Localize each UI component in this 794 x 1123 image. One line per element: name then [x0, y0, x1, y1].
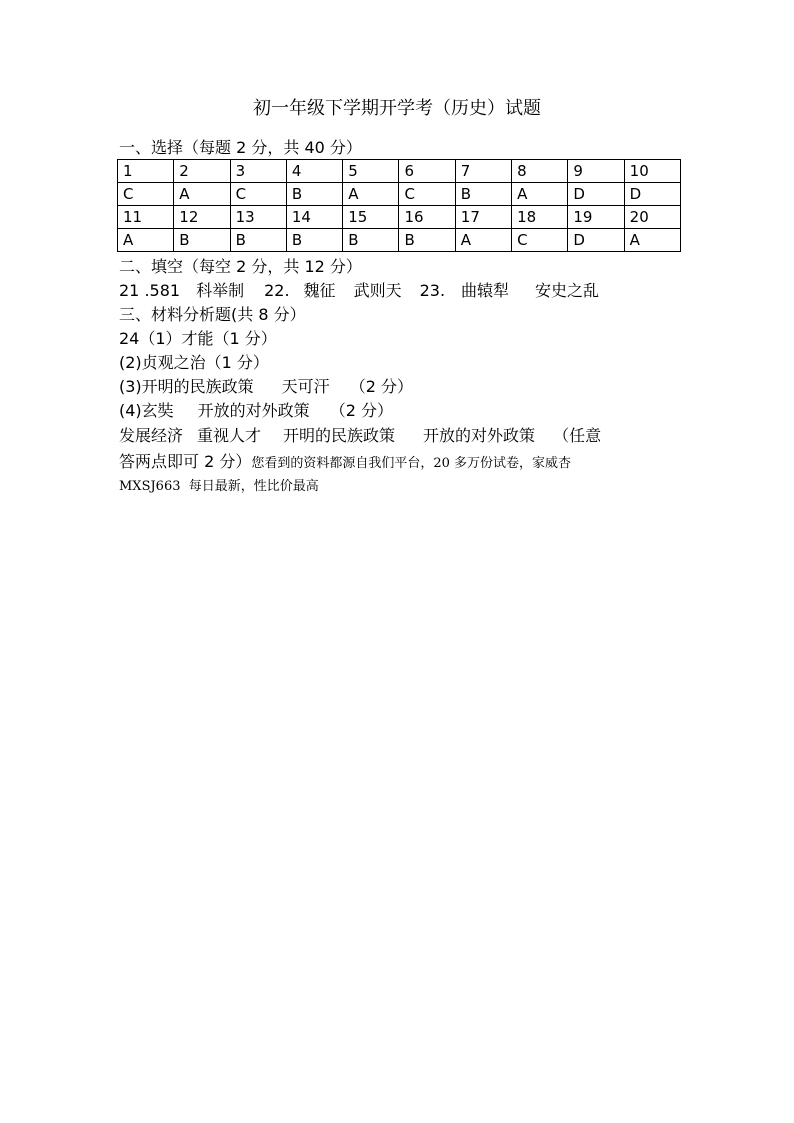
answer-cell: D [568, 229, 624, 252]
question-number-cell: 3 [230, 160, 286, 183]
answer-cell: C [399, 183, 455, 206]
q22-answer-a: 魏征 [303, 281, 336, 300]
section2-heading: 二、填空（每空 2 分，共 12 分） [119, 257, 362, 276]
q24-part5-answer-c: 开明的民族政策 [283, 426, 396, 445]
answer-cell: A [624, 229, 680, 252]
question-number-cell: 4 [286, 160, 342, 183]
answer-cell: B [230, 229, 286, 252]
page-title: 初一年级下学期开学考（历史）试题 [253, 98, 541, 119]
answer-cell: B [286, 183, 342, 206]
section3-heading: 三、材料分析题(共 8 分） [119, 305, 306, 324]
answer-table-row [118, 206, 681, 229]
answer-table-row [118, 183, 681, 206]
question-number-cell: 6 [399, 160, 455, 183]
q24-part3 [119, 377, 413, 397]
q24-part5-score: 答两点即可 2 分） [119, 452, 252, 471]
q24-part5-answer-d: 开放的对外政策 [423, 426, 536, 445]
footer-notice: 您看到的资料都源自我们平台，20 多万份试卷，家威杏 [251, 456, 572, 471]
answer-cell: B [174, 229, 230, 252]
question-number-cell: 17 [455, 206, 511, 229]
q24-part4-answer-a: (4)玄奘 [119, 401, 174, 420]
q24-part3-answer-b: 天可汗 [281, 377, 330, 396]
question-number-cell: 8 [512, 160, 568, 183]
q24-part3-answer-a: (3)开明的民族政策 [119, 377, 254, 396]
question-number-cell: 5 [343, 160, 399, 183]
question-number-cell: 10 [624, 160, 680, 183]
q24-part3-score: （2 分） [349, 377, 413, 396]
question-number-cell: 13 [230, 206, 286, 229]
q22-answer-b: 武则天 [353, 281, 402, 300]
q24-part5 [119, 426, 601, 446]
question-number-cell: 2 [174, 160, 230, 183]
question-number-cell: 18 [512, 206, 568, 229]
q24-part1: 24（1）才能（1 分） [119, 329, 277, 348]
answer-cell: A [343, 183, 399, 206]
q24-part5-answer-b: 重视人才 [197, 426, 262, 445]
answer-table-row [118, 229, 681, 252]
q24-part4-answer-b: 开放的对外政策 [197, 401, 310, 420]
answer-cell: A [118, 229, 174, 252]
question-number-cell: 9 [568, 160, 624, 183]
question-number-cell: 15 [343, 206, 399, 229]
q24-part2: (2)贞观之治（1 分） [119, 353, 269, 372]
answer-cell: B [399, 229, 455, 252]
fill-blank-answers [119, 281, 599, 301]
question-number-cell: 16 [399, 206, 455, 229]
section1-heading: 一、选择（每题 2 分，共 40 分） [119, 138, 362, 157]
answer-cell: D [624, 183, 680, 206]
answer-cell: C [230, 183, 286, 206]
q24-part5-answer-a: 发展经济 [119, 426, 184, 445]
answer-cell: B [455, 183, 511, 206]
q24-part4-score: （2 分） [329, 401, 393, 420]
q21-label: 21 .581 [119, 281, 181, 300]
answer-cell: B [286, 229, 342, 252]
q23-answer-b: 安史之乱 [535, 281, 600, 300]
answer-cell: A [512, 183, 568, 206]
question-number-cell: 19 [568, 206, 624, 229]
q24-part5-note: （任意 [553, 426, 602, 445]
q21-answer: 科举制 [196, 281, 245, 300]
answer-cell: B [343, 229, 399, 252]
answer-table [117, 159, 681, 252]
q23-label: 23. [419, 281, 446, 300]
question-number-cell: 20 [624, 206, 680, 229]
q22-label: 22. [264, 281, 290, 300]
answer-cell: D [568, 183, 624, 206]
answer-cell: C [118, 183, 174, 206]
q24-part5-continued [119, 452, 571, 474]
q24-part4 [119, 401, 393, 421]
question-number-cell: 12 [174, 206, 230, 229]
question-number-cell: 14 [286, 206, 342, 229]
q23-answer-a: 曲辕犁 [461, 281, 510, 300]
question-number-cell: 1 [118, 160, 174, 183]
question-number-cell: 7 [455, 160, 511, 183]
answer-cell: A [455, 229, 511, 252]
answer-cell: C [512, 229, 568, 252]
footer-notice-line2: MXSJ663 每日最新，性比价最高 [119, 479, 319, 494]
answer-table-row [118, 160, 681, 183]
answer-cell: A [174, 183, 230, 206]
question-number-cell: 11 [118, 206, 174, 229]
